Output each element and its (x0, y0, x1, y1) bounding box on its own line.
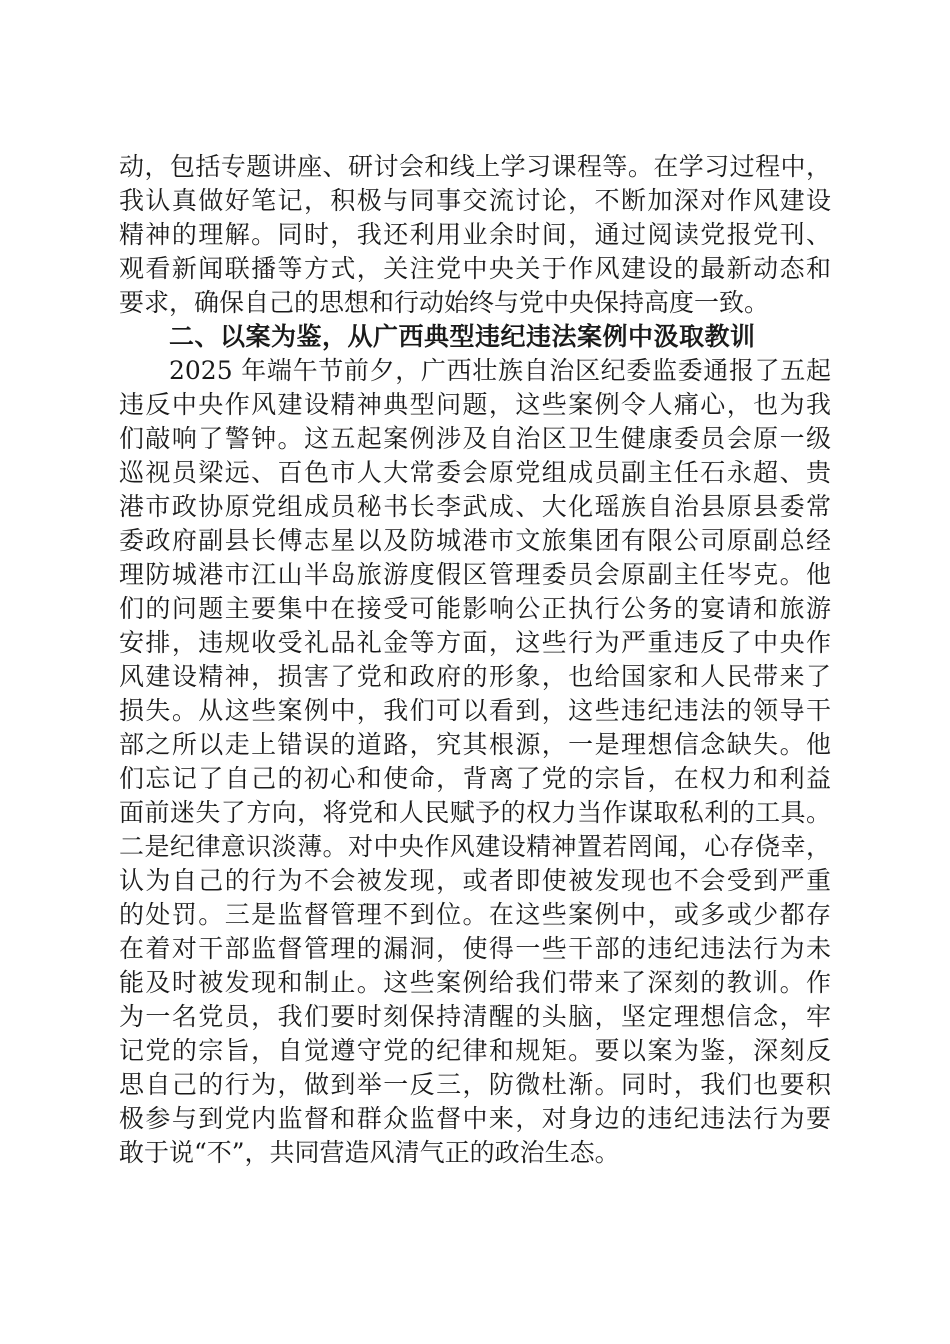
section-heading: 二、以案为鉴，从广西典型违纪违法案例中汲取教训 (169, 322, 756, 351)
text-line: 面前迷失了方向，将党和人民赋予的权力当作谋取私利的工具。 (119, 798, 831, 827)
text-line: 思自己的行为，做到举一反三，防微杜渐。同时，我们也要积 (119, 1070, 831, 1099)
text-line: 敢于说“不”，共同营造风清气正的政治生态。 (119, 1138, 620, 1167)
text-line: 们的问题主要集中在接受可能影响公正执行公务的宴请和旅游 (119, 594, 831, 623)
text-line: 极参与到党内监督和群众监督中来，对身边的违纪违法行为要 (119, 1104, 831, 1133)
text-line: 们忘记了自己的初心和使命，背离了党的宗旨，在权力和利益 (119, 764, 831, 793)
text-line: 在着对干部监督管理的漏洞，使得一些干部的违纪违法行为未 (119, 934, 831, 963)
text-line: 精神的理解。同时，我还利用业余时间，通过阅读党报党刊、 (119, 220, 831, 249)
text-line: 巡视员梁远、百色市人大常委会原党组成员副主任石永超、贵 (119, 458, 831, 487)
text-line: 观看新闻联播等方式，关注党中央关于作风建设的最新动态和 (119, 254, 831, 283)
text-line: 二是纪律意识淡薄。对中央作风建设精神置若罔闻，心存侥幸， (119, 832, 831, 861)
text-line: 港市政协原党组成员秘书长李武成、大化瑶族自治县原县委常 (119, 492, 831, 521)
text-line: 安排，违规收受礼品礼金等方面，这些行为严重违反了中央作 (119, 628, 831, 657)
text-line: 违反中央作风建设精神典型问题，这些案例令人痛心，也为我 (119, 390, 831, 419)
text-line: 能及时被发现和制止。这些案例给我们带来了深刻的教训。作 (119, 968, 831, 997)
text-line: 风建设精神，损害了党和政府的形象，也给国家和人民带来了 (119, 662, 831, 691)
text-line: 损失。从这些案例中，我们可以看到，这些违纪违法的领导干 (119, 696, 831, 725)
paragraph-1 (119, 150, 831, 320)
document-page (119, 150, 831, 1170)
text-line: 记党的宗旨，自觉遵守党的纪律和规矩。要以案为鉴，深刻反 (119, 1036, 831, 1065)
text-line: 我认真做好笔记，积极与同事交流讨论，不断加深对作风建设 (119, 186, 831, 215)
text-line: 部之所以走上错误的道路，究其根源，一是理想信念缺失。他 (119, 730, 831, 759)
paragraph-2 (119, 354, 831, 1170)
text-line: 委政府副县长傅志星以及防城港市文旅集团有限公司原副总经 (119, 526, 831, 555)
text-line: 们敲响了警钟。这五起案例涉及自治区卫生健康委员会原一级 (119, 424, 831, 453)
text-line: 2025 年端午节前夕，广西壮族自治区纪委监委通报了五起 (169, 356, 831, 385)
text-line: 认为自己的行为不会被发现，或者即使被发现也不会受到严重 (119, 866, 831, 895)
text-line: 为一名党员，我们要时刻保持清醒的头脑，坚定理想信念，牢 (119, 1002, 831, 1031)
text-line: 理防城港市江山半岛旅游度假区管理委员会原副主任岑克。他 (119, 560, 831, 589)
text-line: 动，包括专题讲座、研讨会和线上学习课程等。在学习过程中， (119, 152, 831, 181)
text-line: 要求，确保自己的思想和行动始终与党中央保持高度一致。 (119, 288, 770, 317)
text-line: 的处罚。三是监督管理不到位。在这些案例中，或多或少都存 (119, 900, 831, 929)
